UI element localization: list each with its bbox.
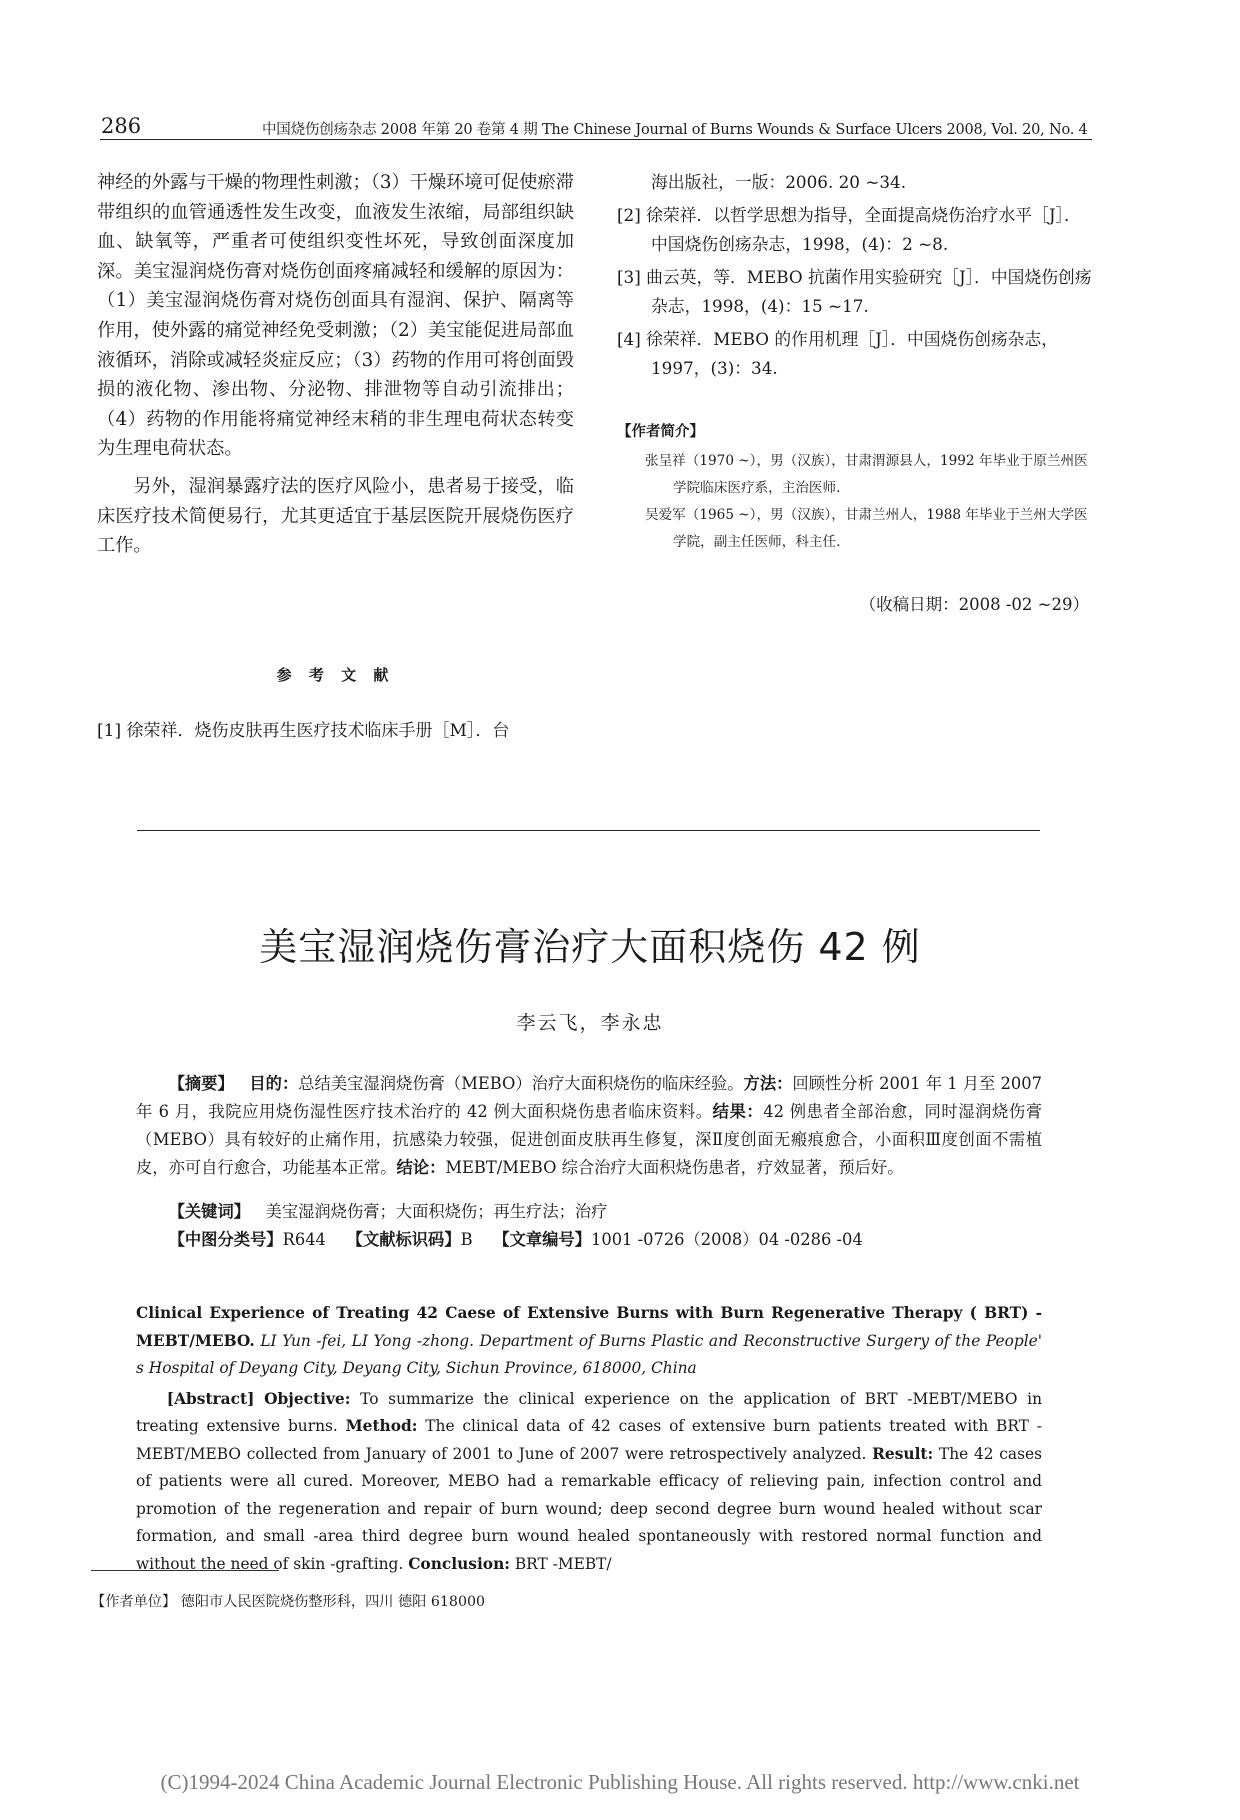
english-abstract-paragraph [136, 1386, 1042, 1579]
doc-code-value: B [460, 1230, 473, 1249]
body-paragraph: 另外，湿润暴露疗法的医疗风险小，患者易于接受，临床医疗技术简便易行，尤其更适宜于基层医院开展烧伤医疗工作。 [97, 475, 574, 557]
reference-item: [3] 曲云英，等．MEBO 抗菌作用实验研究［J］．中国烧伤创疡杂志，1998，(4)：15 ~17. [617, 267, 1092, 316]
copyright-watermark: (C)1994-2024 China Academic Journal Electronic Publishing House. All rights reserved. http://www.cnki.net [160, 1770, 1080, 1794]
footnote-text: 德阳市人民医院烧伤整形科，四川 德阳 618000 [180, 1594, 486, 1610]
conclusion-text: MEBT/MEBO 综合治疗大面积烧伤患者，疗效显著，预后好。 [445, 1158, 904, 1177]
result-text: 42 例患者全部治愈，同时湿润烧伤膏（MEBO）具有较好的止痛作用，抗感染力较强，促进创面皮肤再生修复，深Ⅱ度创面无瘢痕愈合，小面积Ⅲ度创面不需植皮，亦可自行愈合，功能基本正常。 [136, 1102, 1042, 1177]
body-paragraph: 神经的外露与干燥的物理性刺激；（3）干燥环境可促使瘀滞带组织的血管通透性发生改变，血液发生浓缩，局部组织缺血、缺氧等，严重者可使组织变性坏死，导致创面深度加深。美宝湿润烧伤膏对烧伤创面疼痛减轻和缓解的原因为：（1）美宝湿润烧伤膏对烧伤创面具有湿润、保护、隔离等作用，使外露的痛觉神经免受刺激；（2）美宝能促进局部血液循环，消除或减轻炎症反应；（3）药物的作用可将创面毁损的液化物、渗出物、分泌物、排泄物等自动引流排出；（4）药物的作用能将痛觉神经末稍的非生理电荷状态转变为生理电荷状态。 [97, 172, 574, 460]
en-objective: To summarize the clinical experience on the application of BRT -MEBT/MEBO in treating extensive burns. [136, 1389, 1042, 1435]
reference-item: [4] 徐荣祥．MEBO 的作用机理［J］．中国烧伤创疡杂志，1997，(3)：34. [617, 329, 1059, 378]
footnote-rule [91, 1570, 279, 1571]
en-method: The clinical data of 42 cases of extensive burn patients treated with BRT -MEBT/MEBO collected from January of 2001 to June of 2007 were retrospectively analyzed. [136, 1417, 1042, 1463]
received-date: （收稿日期：2008 -02 ~29） [859, 595, 1089, 614]
en-result: The 42 cases of patients were all cured. Moreover, MEBO had a remarkable efficacy of relieving pain, infection control and promotion of the regeneration and repair of burn wound; deep second degree burn wound healed without scar formation, and small -area third degree burn wound healed spontaneously with restored normal function and without the need of skin -grafting. [136, 1444, 1043, 1573]
english-authors: LI Yun -fei, LI Yong -zhong. Department of Burns Plastic and Reconstructive Surgery of the People' s Hospital of Deyang City, Deyang City, Sichun Province, 618000, China [136, 1331, 1042, 1377]
article-title: 美宝湿润烧伤膏治疗大面积烧伤 42 例 [259, 925, 921, 969]
author-bio: 吴爱军（1965 ~），男（汉族），甘肃兰州人，1988 年毕业于兰州大学医学院，副主任医师，科主任． [645, 507, 1088, 550]
reference-item-cont: 海出版社，一版：2006. 20 ~34. [651, 172, 907, 192]
author-info-heading: 【作者简介】 [617, 423, 704, 440]
keywords-label: 【关键词】 [168, 1202, 251, 1221]
author-bio: 张呈祥（1970 ~），男（汉族），甘肃渭源县人，1992 年毕业于原兰州医学院临床医疗系，主治医师． [645, 453, 1088, 496]
en-abstract-label: [Abstract] [166, 1389, 255, 1408]
footnote-label: 【作者单位】 [91, 1594, 177, 1610]
keywords: 美宝湿润烧伤膏；大面积烧伤；再生疗法；治疗 [265, 1202, 608, 1221]
objective-label: 目的： [249, 1074, 299, 1093]
clc-label: 【中图分类号】 [168, 1230, 283, 1249]
abstract-label: 【摘要】 [168, 1074, 234, 1093]
author-info [617, 448, 1097, 556]
reference-item: [1] 徐荣祥．烧伤皮肤再生医疗技术临床手册［M］．台 [97, 721, 510, 741]
english-title-line [136, 1300, 1042, 1383]
method-text: 回顾性分析 2001 年 1 月至 2007 年 6 月，我院应用烧伤湿性医疗技术治疗的 42 例大面积烧伤患者临床资料。 [136, 1074, 1042, 1121]
en-method-label: Method: [345, 1417, 418, 1435]
article-no-label: 【文章编号】 [493, 1230, 591, 1249]
abstract-cn [136, 1070, 1042, 1182]
en-objective-label: Objective: [264, 1389, 351, 1408]
method-label: 方法： [743, 1074, 793, 1093]
result-label: 结果： [712, 1102, 764, 1121]
en-conclusion-label: Conclusion: [408, 1554, 510, 1573]
left-column [97, 168, 574, 561]
running-head: 中国烧伤创疡杂志 2008 年第 20 卷第 4 期 The Chinese Journal of Burns Wounds & Surface Ulcers 2008, Vol. 20, No. 4 [262, 122, 1088, 138]
page-number: 286 [101, 114, 142, 138]
abstract-paragraph [136, 1070, 1042, 1182]
article-no-value: 1001 -0726（2008）04 -0286 -04 [590, 1230, 863, 1249]
en-conclusion: BRT -MEBT/ [514, 1554, 612, 1573]
english-title: Clinical Experience of Treating 42 Caese of Extensive Burns with Burn Regenerative Therapy ( BRT) -MEBT/MEBO. [136, 1304, 1042, 1350]
doc-code-label: 【文献标识码】 [346, 1230, 461, 1249]
en-result-label: Result: [872, 1444, 934, 1463]
objective-text: 总结美宝湿润烧伤膏（MEBO）治疗大面积烧伤的临床经验。 [298, 1074, 744, 1093]
header-rule [100, 139, 1092, 140]
keywords-line [136, 1198, 1042, 1222]
reference-item: [2] 徐荣祥．以哲学思想为指导，全面提高烧伤治疗水平［J］．中国烧伤创疡杂志，1998，(4)：2 ~8. [617, 205, 1081, 254]
references-heading: 参 考 文 献 [276, 666, 395, 684]
footnote [91, 1591, 485, 1611]
classification-line [136, 1226, 1042, 1250]
article-authors: 李云飞，李永忠 [516, 1012, 664, 1034]
section-divider [137, 830, 1040, 831]
conclusion-label: 结论： [396, 1158, 446, 1177]
right-column [617, 168, 1097, 387]
clc-value: R644 [282, 1230, 326, 1249]
english-abstract [136, 1300, 1042, 1578]
